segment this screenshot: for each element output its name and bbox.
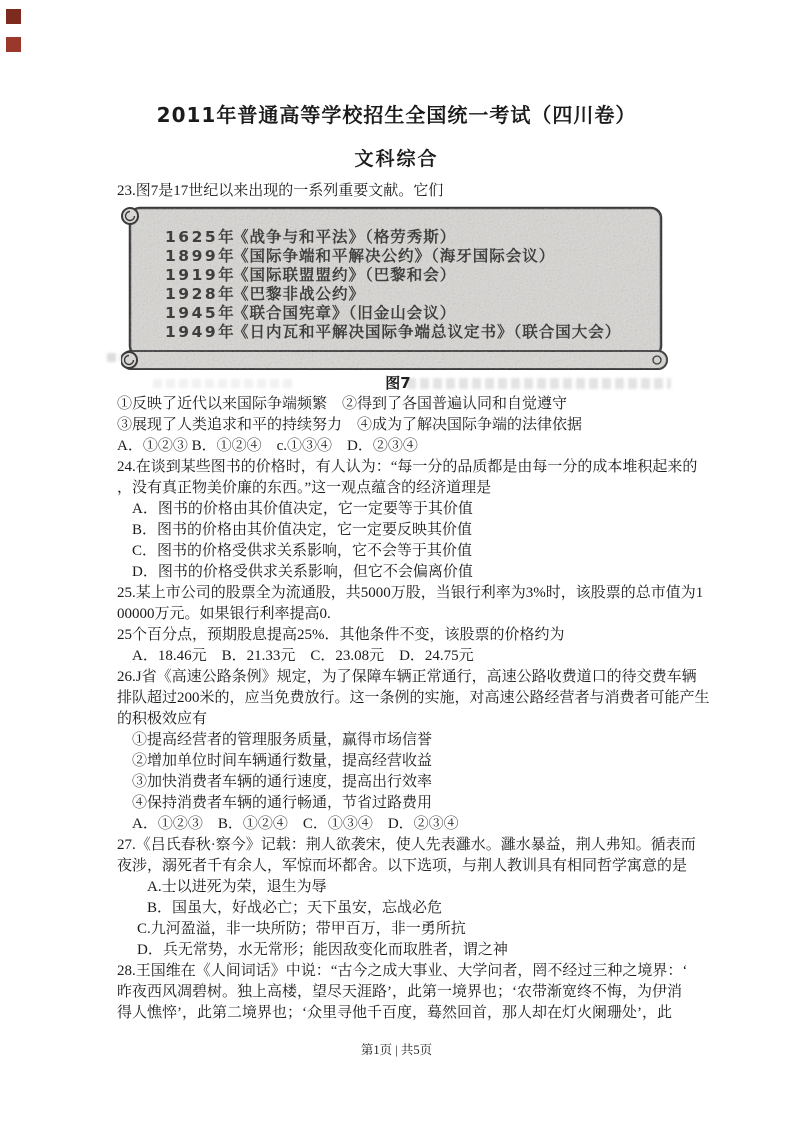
q25-stem-line-1: 25.某上市公司的股票全为流通股，共5000万股，当银行利率为3%时，该股票的总市值为1 (117, 585, 704, 601)
figure-row-year: 1949年 (165, 323, 237, 341)
figure-row-title: 《联合国宪章》（旧金山会议） (233, 304, 457, 322)
q26-stem-line-1: 26.J省《高速公路条例》规定，为了保障车辆正常通行，高速公路收费道口的待交费车辆 (117, 669, 697, 685)
figure-row-year: 1919年 (165, 266, 237, 284)
figure-row-title: 《巴黎非战公约》 (233, 285, 366, 303)
q27-option-a: A.士以进死为荣，退生为辱 (147, 879, 327, 895)
q27-stem-line-2: 夜涉，溺死者千有余人，军惊而坏都舍。以下选项，与荆人教训具有相同哲学寓意的是 (117, 858, 688, 874)
q26-options: A．①②③ B．①②④ C．①③④ D．②③④ (132, 816, 459, 832)
q25-stem-line-2: 00000万元。如果银行利率提高0. (117, 606, 331, 622)
q26-item-2: ②增加单位时间车辆通行数量，提高经营收益 (132, 753, 433, 769)
figure-row-year: 1928年 (165, 285, 237, 303)
figure-row-title: 《战争与和平法》（格劳秀斯） (233, 228, 457, 246)
page-footer: 第1页 | 共5页 (360, 1043, 433, 1057)
figure-row-title: 《日内瓦和平解决国际争端总议定书》（联合国大会） (233, 323, 622, 341)
q28-stem-line-2: 昨夜西风凋碧树。独上高楼，望尽天涯路’，此第一境界也；‘农带渐宽终不悔，为伊消 (117, 984, 682, 1000)
q25-stem-line-3: 25个百分点，预期股息提高25%．其他条件不变，该股票的价格约为 (117, 627, 565, 643)
q26-stem-line-3: 的积极效应有 (117, 711, 208, 727)
q24-option-d: D．图书的价格受供求关系影响，但它不会偏离价值 (132, 564, 473, 580)
figure-row-title: 《国际争端和平解决公约》（海牙国际会议） (233, 247, 556, 265)
figure-caption-row (117, 373, 679, 394)
q27-option-c: C.九河盈溢，非一块所防；带甲百万，非一勇所抗 (137, 921, 466, 937)
q24-option-c: C．图书的价格受供求关系影响，它不会等于其价值 (132, 543, 473, 559)
red-corner-mark-bottom (6, 37, 21, 52)
q23-options: A．①②③ B．①②④ c.①③④ D．②③④ (117, 438, 418, 454)
exam-body (117, 181, 710, 1024)
q26-stem-line-2: 排队超过200米的，应当免费放行。这一条例的实施，对高速公路经营者与消费者可能产生 (117, 690, 710, 706)
scan-artifact (107, 353, 122, 362)
figure-row-year: 1899年 (165, 247, 237, 265)
figure-caption: 图7 (385, 374, 411, 392)
q27-stem-line-1: 27.《吕氏春秋·察今》记载：荆人欲袭宋，使人先表灉水。灉水暴益，荆人弗知。循表而 (117, 837, 696, 853)
figure-row-title: 《国际联盟盟约》（巴黎和会） (233, 266, 457, 284)
q27-option-d: D．兵无常势，水无常形；能因敌变化而取胜者，谓之神 (137, 942, 508, 958)
figure-7-scroll-image (121, 203, 681, 373)
q26-item-1: ①提高经营者的管理服务质量，赢得市场信誉 (132, 732, 433, 748)
q24-stem-line-2: ，没有真正物美价廉的东西。”这一观点蕴含的经济道理是 (117, 480, 492, 496)
scroll-illustration (121, 203, 681, 373)
q24-option-a: A．图书的价格由其价值决定，它一定要等于其价值 (132, 501, 473, 517)
q23-item-line-1: ①反映了近代以来国际争端频繁 ②得到了各国普遍认同和自觉遵守 (117, 396, 568, 412)
q27-option-b: B．国虽大，好战必亡；天下虽安，忘战必危 (147, 900, 443, 916)
scroll-curl-top-left (122, 208, 138, 224)
q26-item-4: ④保持消费者车辆的通行畅通，节省过路费用 (132, 795, 433, 811)
q24-option-b: B．图书的价格由其价值决定，它一定要反映其价值 (132, 522, 473, 538)
red-corner-mark-top (6, 9, 21, 24)
figure-row-year: 1625年 (165, 228, 237, 246)
figure-row-year: 1945年 (165, 304, 237, 322)
q26-item-3: ③加快消费者车辆的通行速度，提高出行效率 (132, 774, 433, 790)
q23-item-line-2: ③展现了人类追求和平的持续努力 ④成为了解决国际争端的法律依据 (117, 417, 583, 433)
q28-stem-line-3: 得人憔悴’，此第二境界也；‘众里寻他千百度，蓦然回首，那人却在灯火阑珊处’，此 (117, 1005, 672, 1021)
question-23-stem: 23.图7是17世纪以来出现的一系列重要文献。它们 (117, 183, 444, 199)
page-title: 2011年普通高等学校招生全国统一考试（四川卷） (156, 103, 637, 127)
q24-stem-line-1: 24.在谈到某些图书的价格时，有人认为：“每一分的品质都是由每一分的成本堆积起来的 (117, 459, 698, 475)
scroll-curl-bottom-left (121, 352, 137, 368)
q28-stem-line-1: 28.王国维在《人间词话》中说：“古今之成大事业、大学问者，罔不经过三种之境界：‘ (117, 963, 688, 979)
page-subtitle: 文科综合 (354, 148, 439, 170)
q25-options: A．18.46元 B．21.33元 C．23.08元 D．24.75元 (132, 648, 474, 664)
